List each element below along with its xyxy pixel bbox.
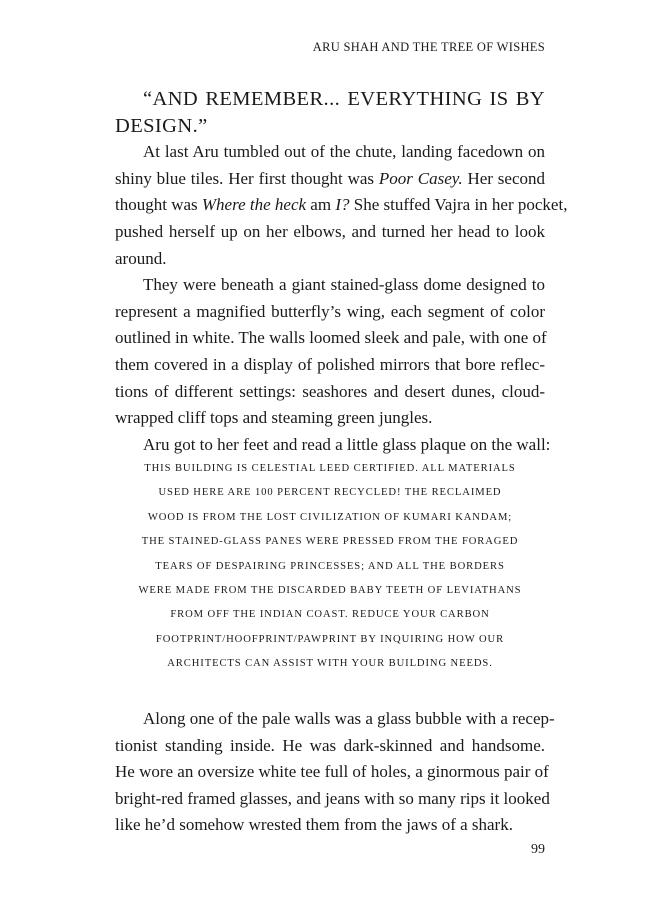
paragraph-2-line: wrapped cliff tops and steaming green jungles. [115, 408, 433, 428]
page-number: 99 [531, 842, 545, 857]
paragraph-4-line: bright-red framed glasses, and jeans with so many rips it looked [115, 788, 550, 808]
plaque-line: FOOTPRINT/HOOFPRINT/PAWPRINT BY INQUIRING HOW OUR [155, 633, 505, 645]
plaque-line: FROM OFF THE INDIAN COAST. REDUCE YOUR CARBON [170, 609, 490, 621]
paragraph-3-line: Aru got to her feet and read a little glass plaque on the wall: [143, 434, 551, 454]
paragraph-2-line: They were beneath a giant stained-glass dome designed to [143, 275, 545, 295]
body-text-top [115, 86, 568, 458]
body-text-bottom [115, 706, 555, 839]
plaque-line: ARCHITECTS CAN ASSIST WITH YOUR BUILDING NEEDS. [167, 658, 493, 670]
paragraph-4-line: Along one of the pale walls was a glass bubble with a recep- [143, 709, 555, 728]
paragraph-1-line: pushed herself up on her elbows, and turned her head to look [115, 221, 545, 241]
paragraph-2-line: tions of different settings: seashores and desert dunes, cloud- [115, 381, 545, 401]
paragraph-1-line: around. [115, 248, 167, 268]
running-head: ARU SHAH AND THE TREE OF WISHES [312, 40, 545, 54]
opening-line-1: “AND REMEMBER... EVERYTHING IS BY [143, 88, 545, 110]
paragraph-2-line: represent a magnified butterfly’s wing, each segment of color [115, 301, 545, 321]
opening-line-2: DESIGN.” [115, 114, 208, 137]
plaque-line: WERE MADE FROM THE DISCARDED BABY TEETH OF LEVIATHANS [138, 585, 522, 597]
plaque-line: THE STAINED-GLASS PANES WERE PRESSED FROM THE FORAGED [141, 536, 519, 548]
paragraph-2-line: outlined in white. The walls loomed sleek and pale, with one of [115, 328, 547, 348]
paragraph-4-line: tionist standing inside. He was dark-skinned and handsome. [115, 735, 545, 755]
plaque-line: THIS BUILDING IS CELESTIAL LEED CERTIFIED. ALL MATERIALS [144, 463, 516, 474]
paragraph-4-line: like he’d somehow wrested them from the jaws of a shark. [115, 815, 513, 835]
paragraph-1-line: At last Aru tumbled out of the chute, landing facedown on [143, 142, 545, 162]
plaque-line: WOOD IS FROM THE LOST CIVILIZATION OF KUMARI KANDAM; [147, 511, 513, 523]
paragraph-2-line: them covered in a display of polished mirrors that bore reflec- [115, 354, 545, 374]
plaque-line: USED HERE ARE 100 PERCENT RECYCLED! THE RECLAIMED [158, 487, 502, 499]
plaque-text [115, 457, 545, 677]
paragraph-1-line: shiny blue tiles. Her first thought was Poor Casey. Her second [115, 168, 545, 188]
paragraph-4-line: He wore an oversize white tee full of holes, a ginormous pair of [115, 762, 549, 782]
paragraph-1-line: thought was Where the heck am I? She stuffed Vajra in her pocket, [115, 195, 568, 215]
plaque-line: TEARS OF DESPAIRING PRINCESSES; AND ALL THE BORDERS [155, 560, 505, 572]
